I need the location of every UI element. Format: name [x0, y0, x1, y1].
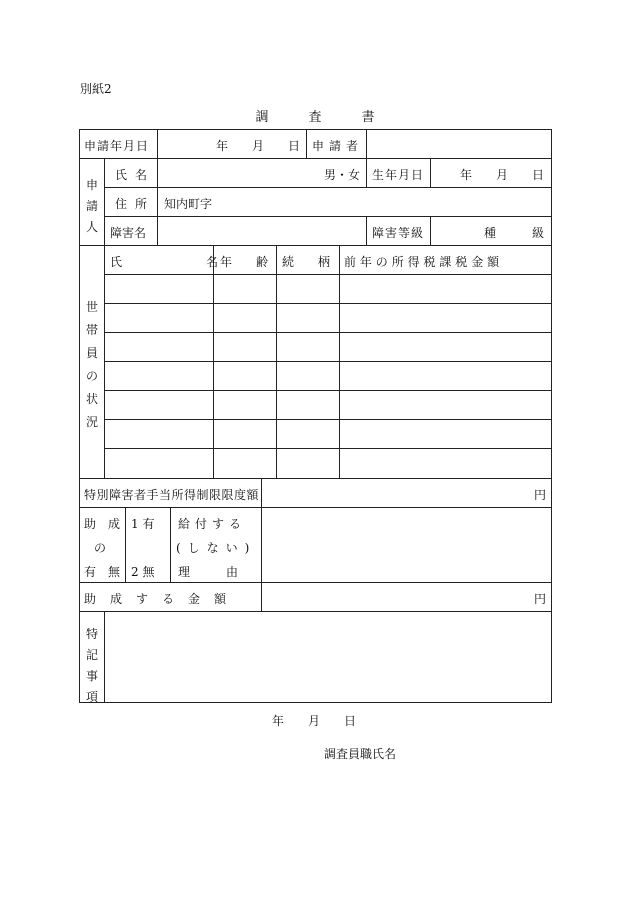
name-label: 氏名 [115, 168, 156, 182]
household-relation-header: 続 柄 [282, 255, 331, 269]
address-field[interactable]: 知内町字 [164, 197, 213, 211]
applicant-label: 申請者 [312, 139, 364, 153]
footer-date: 年 月 日 [272, 714, 357, 728]
remarks-label: 特記事項 [85, 627, 98, 704]
reason-field[interactable] [262, 508, 551, 582]
application-date-field[interactable]: 年 月 日 [215, 139, 300, 153]
reason-label-line1: 給付する [178, 517, 247, 531]
household-age-header: 年 齢 [220, 255, 269, 269]
investigator-label: 調査員職氏名 [324, 747, 397, 761]
reason-label-line2: (しない) [176, 541, 257, 555]
birth-date-field[interactable]: 年 月 日 [459, 168, 544, 182]
disability-name-label: 障害名 [110, 226, 147, 240]
address-label: 住所 [115, 197, 156, 211]
remarks-field[interactable] [105, 612, 551, 702]
support-option-no[interactable]: 2 無 [131, 565, 155, 579]
household-tax-header: 前年の所得税課税金額 [344, 255, 504, 269]
application-date-label: 申請年月日 [84, 139, 150, 153]
applicant-field[interactable] [367, 130, 551, 158]
support-amount-unit: 円 [534, 592, 547, 606]
sex-selector[interactable]: 男・女 [323, 168, 360, 182]
support-label-line3: 有 無 [84, 565, 121, 579]
support-option-yes[interactable]: 1 有 [131, 517, 155, 531]
support-amount-field[interactable] [262, 583, 530, 611]
disability-grade-label: 障害等級 [372, 226, 425, 240]
support-label-line2: の [94, 541, 107, 555]
household-name-header: 氏 名 [110, 255, 219, 269]
household-group-label: 世帯員の状況 [85, 300, 98, 429]
document-title: 調査書 [255, 110, 415, 125]
disability-name-field[interactable] [158, 217, 365, 245]
support-amount-label: 助成する金額 [84, 592, 241, 606]
document-label: 別紙2 [80, 82, 112, 96]
support-label-line1: 助 成 [84, 517, 121, 531]
reason-label-line3: 理 由 [178, 565, 239, 579]
birth-date-label: 生年月日 [372, 168, 425, 182]
disability-grade-field[interactable]: 種 級 [483, 226, 544, 240]
income-limit-unit: 円 [534, 488, 547, 502]
income-limit-field[interactable] [262, 479, 530, 507]
applicant-group-label: 申請人 [85, 178, 98, 234]
income-limit-label: 特別障害者手当所得制限限度額 [84, 488, 260, 502]
